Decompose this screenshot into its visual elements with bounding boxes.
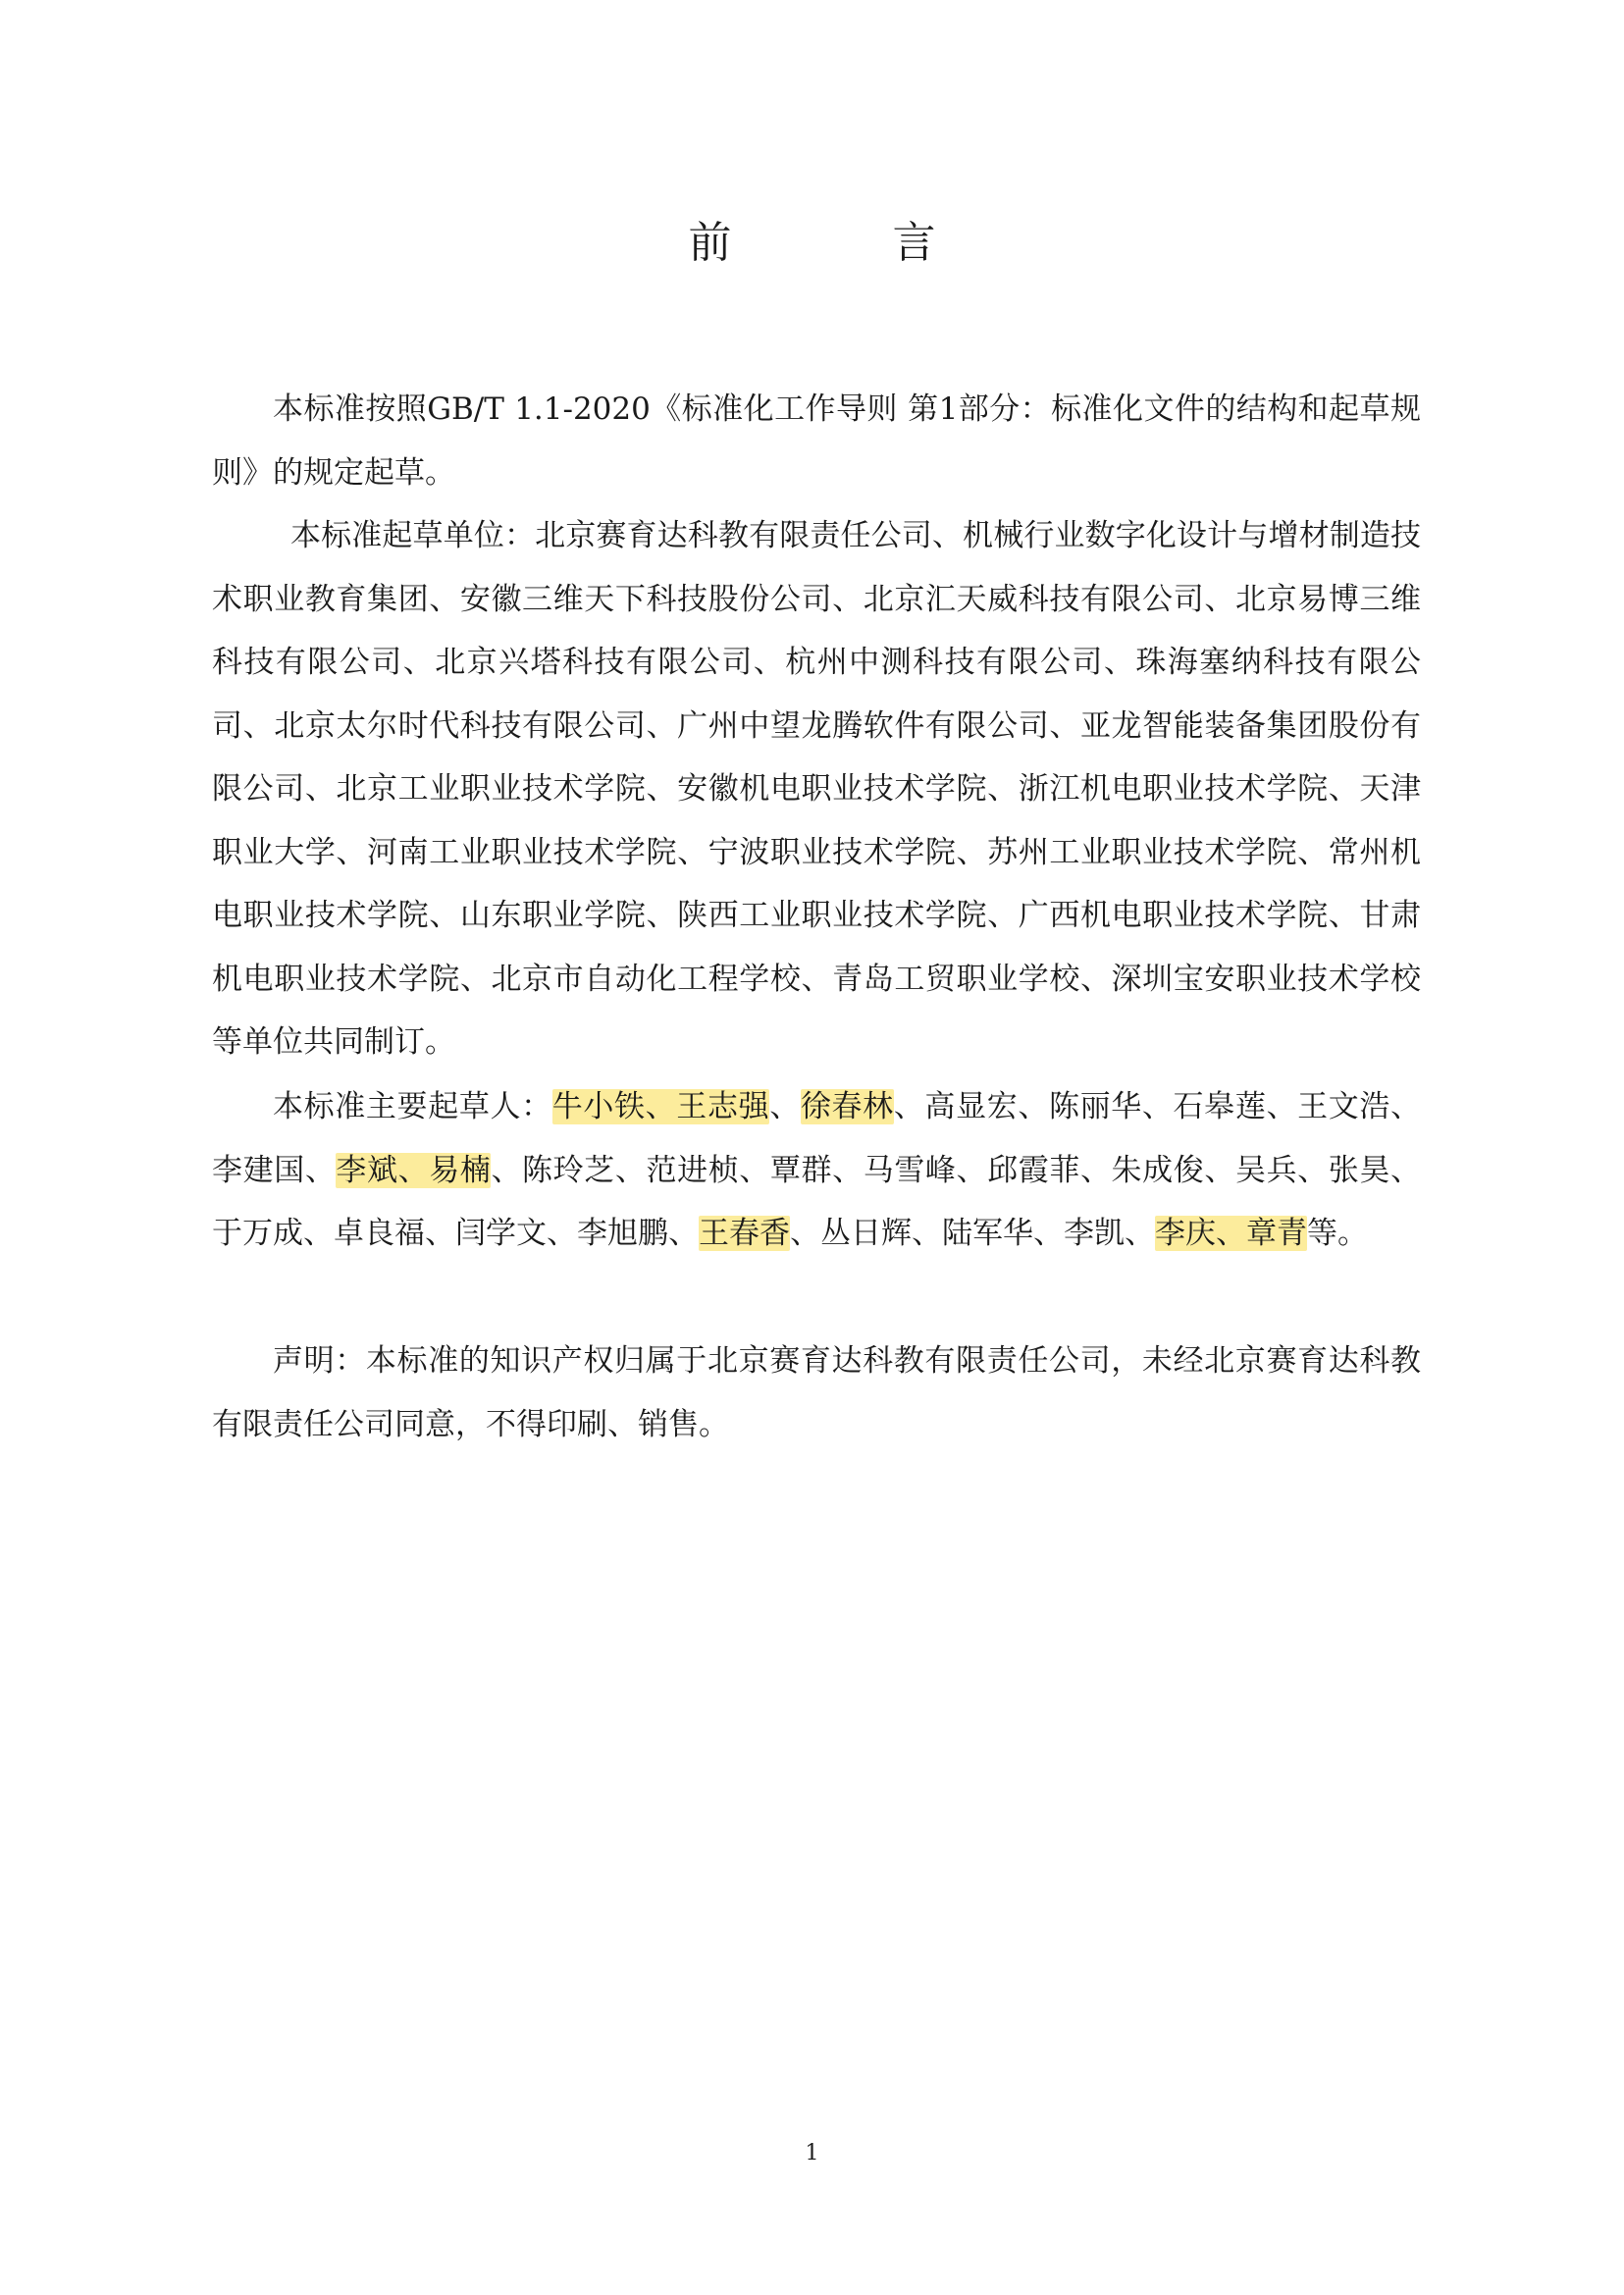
drafters-names: 、高显宏、陈丽华、石皋莲、王文浩、李建国、 [212, 1089, 1422, 1188]
drafters-suffix: 等。 [1307, 1216, 1368, 1251]
drafters-names: 、丛日辉、陆军华、李凯、 [790, 1216, 1155, 1251]
page-number: 1 [805, 2141, 819, 2165]
ip-statement-paragraph [212, 1330, 1421, 1456]
ip-statement-text: 声明：本标准的知识产权归属于北京赛育达科教有限责任公司，未经北京赛育达科教有限责任公司同意，不得印刷、销售。 [212, 1343, 1421, 1442]
main-drafters-text [212, 1075, 1421, 1266]
highlighted-names: 李斌、易楠 [336, 1152, 492, 1188]
drafters-separator: 、 [769, 1089, 801, 1124]
drafters-prefix: 本标准主要起草人： [273, 1089, 552, 1124]
highlighted-names: 牛小铁、王志强 [551, 1089, 770, 1124]
drafters-names: 、陈玲芝、范进桢、覃群、马雪峰、邱霞菲、朱成俊、吴兵、张昊、于万成、卓良福、闫学文、李旭鹏、 [212, 1152, 1422, 1251]
standard-basis-paragraph [212, 378, 1421, 504]
highlighted-names: 徐春林 [800, 1089, 894, 1124]
page-title: 前 言 [688, 218, 995, 268]
standard-basis-text: 本标准按照GB/T 1.1-2020《标准化工作导则 第1部分：标准化文件的结构和起草规则》的规定起草。 [212, 391, 1421, 491]
highlighted-names: 李庆、章青 [1155, 1216, 1307, 1251]
highlighted-names: 王春香 [699, 1216, 790, 1251]
main-drafters-paragraph [212, 1075, 1421, 1266]
drafting-units-paragraph [212, 504, 1421, 1074]
drafting-units-text: 本标准起草单位：北京赛育达科教有限责任公司、机械行业数字化设计与增材制造技术职业教育集团、安徽三维天下科技股份公司、北京汇天威科技有限公司、北京易博三维科技有限公司、北京兴塔科技有限公司、杭州中测科技有限公司、珠海塞纳科技有限公司、北京太尔时代科技有限公司、广州中望龙腾软件有限公司、亚龙智能装备集团股份有限公司、北京工业职业技术学院、安徽机电职业技术学院、浙江机电职业技术学院、天津职业大学、河南工业职业技术学院、宁波职业技术学院、苏州工业职业技术学院、常州机电职业技术学院、山东职业学院、陕西工业职业技术学院、广西机电职业技术学院、甘肃机电职业技术学院、北京市自动化工程学校、青岛工贸职业学校、深圳宝安职业技术学校等单位共同制订。 [212, 518, 1421, 1060]
